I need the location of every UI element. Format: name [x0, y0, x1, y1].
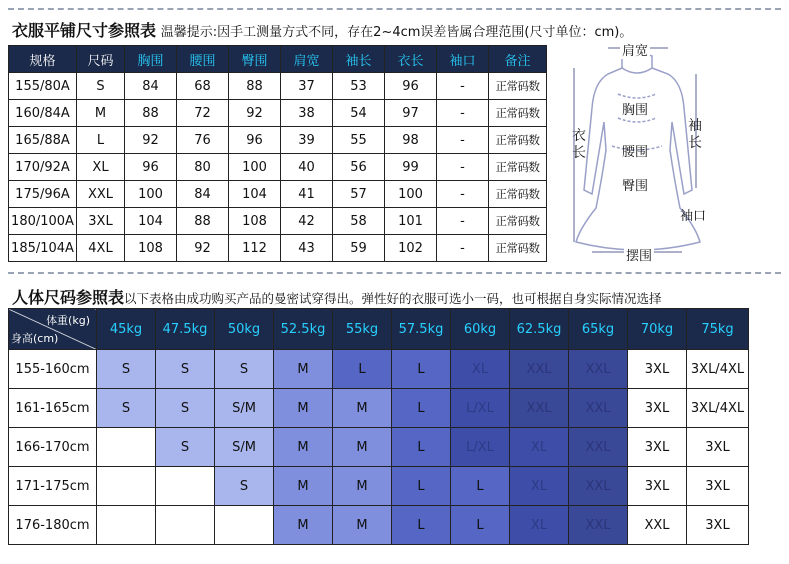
body-size-heading: [12, 285, 662, 308]
table-cell: 72: [177, 100, 229, 127]
size-cell: [156, 506, 215, 545]
weight-header: 70kg: [628, 309, 687, 350]
table-cell: 88: [125, 100, 177, 127]
size-cell: S: [156, 350, 215, 389]
weight-header: 47.5kg: [156, 309, 215, 350]
table-cell: 180/100A: [9, 208, 77, 235]
table-cell: 54: [333, 100, 385, 127]
table-cell: L: [77, 127, 125, 154]
table-cell: 80: [177, 154, 229, 181]
table-cell: -: [437, 181, 489, 208]
table-row: [9, 235, 547, 262]
size-cell: XXL: [569, 389, 628, 428]
table-cell: 99: [385, 154, 437, 181]
size-cell: L: [392, 428, 451, 467]
size-cell: S/M: [215, 389, 274, 428]
table-cell: 112: [229, 235, 281, 262]
size-cell: S: [97, 350, 156, 389]
weight-header: 52.5kg: [274, 309, 333, 350]
size-cell: 3XL: [687, 428, 749, 467]
height-label: 171-175cm: [9, 467, 97, 506]
table-row: [9, 154, 547, 181]
weight-header: 50kg: [215, 309, 274, 350]
table-cell: 53: [333, 73, 385, 100]
size-cell: XXL: [569, 428, 628, 467]
table-cell: 40: [281, 154, 333, 181]
size-cell: M: [333, 506, 392, 545]
table-cell: -: [437, 154, 489, 181]
table-cell: -: [437, 127, 489, 154]
size-cell: XXL: [569, 467, 628, 506]
table-cell: XXL: [77, 181, 125, 208]
table-cell: 96: [125, 154, 177, 181]
table-cell: 37: [281, 73, 333, 100]
size-cell: XXL: [510, 389, 569, 428]
height-label: 155-160cm: [9, 350, 97, 389]
diagram-label-length: 衣长: [572, 128, 586, 161]
table-cell: S: [77, 73, 125, 100]
top-divider: [8, 8, 781, 10]
table-cell: 100: [229, 154, 281, 181]
table-cell: -: [437, 100, 489, 127]
middle-divider: [8, 272, 781, 274]
table-cell: -: [437, 208, 489, 235]
size-cell: XXL: [569, 350, 628, 389]
size-cell: L: [392, 389, 451, 428]
diagram-label-hip: 臀围: [622, 179, 649, 194]
diagram-label-chest: 胸围: [622, 103, 649, 118]
size-cell: 3XL: [687, 467, 749, 506]
size-cell: [215, 506, 274, 545]
table-cell: 正常码数: [489, 73, 547, 100]
garment-size-heading: [12, 18, 632, 41]
size-cell: M: [274, 506, 333, 545]
corner-height-label: 身高(cm): [11, 332, 59, 345]
size-cell: 3XL: [628, 389, 687, 428]
table-cell: 92: [125, 127, 177, 154]
table-cell: 正常码数: [489, 154, 547, 181]
size-cell: L: [451, 506, 510, 545]
body-table-header-row: [9, 309, 749, 350]
table-cell: 76: [177, 127, 229, 154]
table-cell: 170/92A: [9, 154, 77, 181]
diagram-label-shoulder: 肩宽: [620, 40, 650, 59]
table-cell: 55: [333, 127, 385, 154]
body-size-title: 人体尺码参照表: [12, 288, 125, 307]
size-cell: M: [274, 350, 333, 389]
size-cell: XXL: [628, 506, 687, 545]
size-cell: S: [156, 389, 215, 428]
size-cell: XL: [510, 467, 569, 506]
header-spec: 规格: [9, 46, 77, 73]
table-cell: 160/84A: [9, 100, 77, 127]
garment-size-table: [8, 45, 547, 262]
table-row: [9, 208, 547, 235]
table-cell: 68: [177, 73, 229, 100]
table-row: [9, 467, 749, 506]
header-cuff: 袖口: [437, 46, 489, 73]
size-cell: XL: [451, 350, 510, 389]
table-cell: 98: [385, 127, 437, 154]
diagram-label-waist: 腰围: [622, 145, 649, 160]
table-cell: 57: [333, 181, 385, 208]
size-cell: S: [97, 389, 156, 428]
header-remark: 备注: [489, 46, 547, 73]
table-cell: 108: [229, 208, 281, 235]
table-cell: 4XL: [77, 235, 125, 262]
size-cell: M: [274, 389, 333, 428]
body-size-table: [8, 308, 749, 545]
size-cell: S/M: [215, 428, 274, 467]
table-cell: 185/104A: [9, 235, 77, 262]
size-cell: XXL: [569, 506, 628, 545]
table-cell: 41: [281, 181, 333, 208]
table-cell: 96: [385, 73, 437, 100]
size-cell: XL: [510, 428, 569, 467]
size-cell: 3XL: [628, 467, 687, 506]
size-cell: [97, 467, 156, 506]
table-cell: 58: [333, 208, 385, 235]
table-cell: 100: [125, 181, 177, 208]
garment-table-header-row: [9, 46, 547, 73]
size-cell: M: [274, 467, 333, 506]
size-cell: L/XL: [451, 389, 510, 428]
table-cell: 175/96A: [9, 181, 77, 208]
table-cell: 96: [229, 127, 281, 154]
table-cell: 104: [229, 181, 281, 208]
table-row: [9, 428, 749, 467]
garment-size-note: 温馨提示:因手工测量方式不同，存在2~4cm误差皆属合理范围(尺寸单位：cm)。: [160, 25, 633, 40]
table-cell: 92: [229, 100, 281, 127]
diagram-label-cuff: 袖口: [680, 209, 707, 224]
size-cell: S: [156, 428, 215, 467]
size-cell: L: [392, 350, 451, 389]
weight-header: 65kg: [569, 309, 628, 350]
table-row: [9, 506, 749, 545]
table-cell: -: [437, 235, 489, 262]
table-cell: -: [437, 73, 489, 100]
table-cell: 165/88A: [9, 127, 77, 154]
size-cell: M: [333, 467, 392, 506]
size-cell: 3XL/4XL: [687, 350, 749, 389]
table-cell: 102: [385, 235, 437, 262]
header-chest: 胸围: [125, 46, 177, 73]
size-cell: M: [333, 389, 392, 428]
size-cell: 3XL/4XL: [687, 389, 749, 428]
size-cell: XXL: [510, 350, 569, 389]
table-cell: 88: [177, 208, 229, 235]
size-cell: L: [392, 467, 451, 506]
garment-size-title: 衣服平铺尺寸参照表: [12, 21, 157, 40]
table-row: [9, 181, 547, 208]
table-cell: 正常码数: [489, 127, 547, 154]
size-cell: 3XL: [628, 350, 687, 389]
size-cell: [156, 467, 215, 506]
table-cell: 92: [177, 235, 229, 262]
table-cell: 104: [125, 208, 177, 235]
table-cell: 100: [385, 181, 437, 208]
diagram-label-sleeve: 袖长: [688, 118, 702, 151]
table-row: [9, 350, 749, 389]
size-cell: M: [274, 428, 333, 467]
header-sleeve: 袖长: [333, 46, 385, 73]
table-cell: 56: [333, 154, 385, 181]
table-row: [9, 389, 749, 428]
table-cell: 正常码数: [489, 235, 547, 262]
size-cell: M: [333, 428, 392, 467]
size-cell: S: [215, 350, 274, 389]
weight-header: 45kg: [97, 309, 156, 350]
size-cell: S: [215, 467, 274, 506]
table-cell: 97: [385, 100, 437, 127]
table-cell: 正常码数: [489, 208, 547, 235]
table-cell: 正常码数: [489, 100, 547, 127]
size-cell: L/XL: [451, 428, 510, 467]
header-hip: 臀围: [229, 46, 281, 73]
table-cell: 正常码数: [489, 181, 547, 208]
table-cell: M: [77, 100, 125, 127]
table-row: [9, 73, 547, 100]
size-cell: [97, 428, 156, 467]
height-label: 161-165cm: [9, 389, 97, 428]
size-cell: 3XL: [628, 428, 687, 467]
header-size: 尺码: [77, 46, 125, 73]
table-cell: 84: [125, 73, 177, 100]
weight-header: 57.5kg: [392, 309, 451, 350]
table-cell: 88: [229, 73, 281, 100]
table-row: [9, 100, 547, 127]
weight-header: 60kg: [451, 309, 510, 350]
table-row: [9, 127, 547, 154]
table-cell: 39: [281, 127, 333, 154]
table-cell: 59: [333, 235, 385, 262]
height-label: 166-170cm: [9, 428, 97, 467]
size-cell: L: [392, 506, 451, 545]
table-cell: 155/80A: [9, 73, 77, 100]
size-cell: 3XL: [687, 506, 749, 545]
table-cell: 43: [281, 235, 333, 262]
size-cell: L: [451, 467, 510, 506]
table-cell: 3XL: [77, 208, 125, 235]
header-waist: 腰围: [177, 46, 229, 73]
table-cell: 84: [177, 181, 229, 208]
corner-header: [9, 309, 97, 350]
table-cell: XL: [77, 154, 125, 181]
weight-header: 75kg: [687, 309, 749, 350]
size-cell: XL: [510, 506, 569, 545]
diagram-label-hem: 摆围: [624, 245, 654, 264]
header-length: 衣长: [385, 46, 437, 73]
size-cell: L: [333, 350, 392, 389]
size-cell: [97, 506, 156, 545]
table-cell: 108: [125, 235, 177, 262]
corner-weight-label: 体重(kg): [46, 314, 90, 327]
height-label: 176-180cm: [9, 506, 97, 545]
table-cell: 38: [281, 100, 333, 127]
body-size-note: 以下表格由成功购买产品的曼密试穿得出。弹性好的衣服可选小一码，也可根据自身实际情况选择: [124, 291, 662, 306]
header-shoulder: 肩宽: [281, 46, 333, 73]
table-cell: 101: [385, 208, 437, 235]
table-cell: 42: [281, 208, 333, 235]
weight-header: 55kg: [333, 309, 392, 350]
weight-header: 62.5kg: [510, 309, 569, 350]
